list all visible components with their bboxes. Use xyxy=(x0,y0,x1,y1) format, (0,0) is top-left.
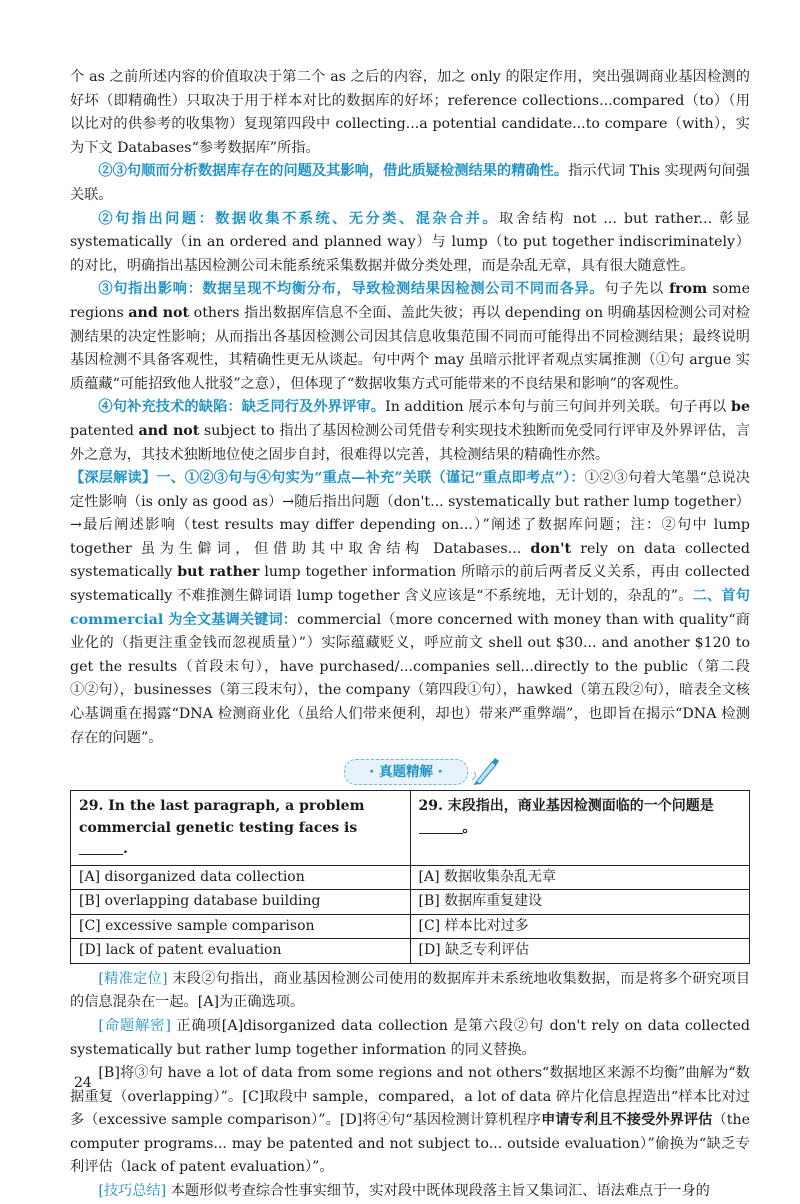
text: In addition 展示本句与前三句间并列关联。句子再以 xyxy=(385,399,732,416)
question-table xyxy=(70,790,750,964)
bold-text: and not xyxy=(128,304,190,321)
section-banner-row xyxy=(70,754,750,788)
paragraph-deep-reading xyxy=(70,467,750,750)
text: 末段②句指出，商业基因检测公司使用的数据库并未系统地收集数据，而是将多个研究项目的信息混杂在一起。[A]为正确选项。 xyxy=(70,970,751,1011)
option-b-cn: [B] 数据库重复建设 xyxy=(410,890,750,915)
highlight-heading: ④句补充技术的缺陷：缺乏同行及外界评审。 xyxy=(98,399,386,416)
option-row xyxy=(71,914,750,939)
question-cn xyxy=(410,791,750,866)
text: some regions xyxy=(70,281,750,321)
bold-text: from xyxy=(669,281,708,298)
paragraph-analysis-5 xyxy=(70,396,750,467)
keyword-heading: 二、首句 commercial 为全文基调关键词： xyxy=(70,588,750,628)
question-end: . xyxy=(123,841,128,858)
tag-label: [技巧总结] xyxy=(98,1183,167,1200)
question-row xyxy=(71,791,750,866)
deep-reading-heading: 【深层解读】一、①②③句与④句实为“重点—补充”关联（谨记“重点即考点”）： xyxy=(70,470,585,487)
answer-tips xyxy=(70,1180,750,1204)
answer-blank xyxy=(79,840,123,855)
option-b-en: [B] overlapping database building xyxy=(71,890,411,915)
text: （the computer programs... may be patented and not subject to... outside evaluation）”偷换为“缺乏专利评估（lack of patent evaluation）”。 xyxy=(70,1112,750,1176)
content xyxy=(70,66,750,1204)
text: others 指出数据库信息不全面、盖此失彼；再以 depending on 明确基因检测公司对检测结果的决定性影响；从而指出各基因检测公司因其信息收集范围不同而可能得出不同检测结果；最终说明基因检测不具备客观性，其精确性更无从谈起。句中两个 may 虽暗示批评者观点实属推测（①句 argue 实质蕴藏“可能招致他人批驳”之意），但体现了“数据收集方式可能带来的不良结果和影响”的客观性。 xyxy=(70,304,750,392)
option-d-en: [D] lack of patent evaluation xyxy=(71,939,411,964)
text: ①②③句着大笔墨“总说决定性影响（is only as good as）→随后指出问题（don't... systematically but rather lump together）→最后阐述影响（test results may differ depending on...）”阐述了数据库问题；注：②句中 lump together 虽为生僻词，但借助其中取舍结构 Databases... xyxy=(70,470,750,557)
answer-location xyxy=(70,968,750,1015)
question-stem-en: 29. In the last paragraph, a problem commercial genetic testing faces is xyxy=(79,798,365,836)
option-a-cn: [A] 数据收集杂乱无章 xyxy=(410,865,750,890)
tag-label: [精准定位] xyxy=(98,970,168,987)
answer-blank xyxy=(419,819,463,834)
option-row xyxy=(71,939,750,964)
text: patented xyxy=(70,422,139,439)
highlight-heading: ②句指出问题：数据收集不系统、无分类、混杂合并。 xyxy=(98,210,500,227)
answer-distractors xyxy=(70,1062,750,1180)
page-number: 24 xyxy=(74,1075,92,1091)
option-row xyxy=(71,890,750,915)
option-row xyxy=(71,865,750,890)
paragraph-analysis-3 xyxy=(70,208,750,279)
text: 指示代词 This 实现两句间强关联。 xyxy=(70,163,750,203)
tag-label: [命题解密] xyxy=(98,1017,171,1034)
paragraph-analysis-1 xyxy=(70,66,750,160)
question-end: 。 xyxy=(462,819,477,836)
highlight-heading: ②③句顺而分析数据库存在的问题及其影响，借此质疑检测结果的精确性。 xyxy=(98,163,569,180)
paragraph-analysis-2 xyxy=(70,160,750,207)
text: lump together information 所暗示的前后两者反义关系，再由 collected systematically 不难推测生僻词语 lump together 含义应该是“不系统地，无计划的，杂乱的”。 xyxy=(70,564,750,605)
text: 句子先以 xyxy=(604,281,670,298)
text: 本题形似考查综合性事实细节，实对段中既体现段落主旨又集词汇、语法难点于一身的 xyxy=(166,1183,710,1200)
option-c-en: [C] excessive sample comparison xyxy=(71,914,411,939)
bold-text: don't xyxy=(530,540,572,557)
bold-text: be xyxy=(731,399,750,416)
question-en xyxy=(71,791,411,866)
text: commercial（more concerned with money than with quality“商业化的（指更注重金钱而忽视质量）”）实际蕴藏贬义，呼应前文 shell out $30... and another $120 to get the results（首段末句），have purchased/...companies sell...directly to the public（第二段①②句），businesses（第三段末句），the company（第四段①句），hawked（第五段②句），暗表全文核心基调重在揭露“DNA 检测商业化（虽给人们带来便利，却也）带来严重弊端”，也即旨在揭示“DNA 检测存在的问题”。 xyxy=(70,611,750,746)
text: [B]将③句 have a lot of data from some regions and not others“数据地区来源不均衡”曲解为“数据重复（overlapping）”。[C]取段中 sample，compared，a lot of data 碎片化信息捏造出“样本比对过多（excessive sample comparison）”。[D]将④句“基因检测计算机程序 xyxy=(70,1065,750,1129)
bold-text: 申请专利且不接受外界评估 xyxy=(541,1112,713,1129)
option-a-en: [A] disorganized data collection xyxy=(71,865,411,890)
text: 个 as 之前所述内容的价值取决于第二个 as 之后的内容，加之 only 的限定作用，突出强调商业基因检测的好坏（即精确性）只取决于用于样本对比的数据库的好坏；reference collections...compared（to）（用以比对的供参考的收集物）复现第四段中 collecting...a potential candidate...to compare（with），实为下文 Databases“参考数据库”所指。 xyxy=(70,69,750,156)
section-banner: · 真题精解 · xyxy=(344,759,468,785)
text: subject to 指出了基因检测公司凭借专利实现技术独断而免受同行评审及外界评估，言外之意为，其技术独断地位使之固步自封，很难得以完善，其检测结果的精确性亦然。 xyxy=(70,422,750,463)
option-c-cn: [C] 样本比对过多 xyxy=(410,914,750,939)
bold-text: but rather xyxy=(177,564,260,581)
pen-decoration-icon xyxy=(470,756,500,786)
text: 取舍结构 not ... but rather... 彰显 systematically（in an ordered and planned way）与 lump（to put together indiscriminately）的对比，明确指出基因检测公司未能系统采集数据并做分类处理，而是杂乱无章，具有很大随意性。 xyxy=(70,210,750,274)
highlight-heading: ③句指出影响：数据呈现不均衡分布，导致检测结果因检测公司不同而各异。 xyxy=(98,281,605,298)
question-stem-cn: 29. 末段指出，商业基因检测面临的一个问题是 xyxy=(418,798,714,815)
paragraph-analysis-4 xyxy=(70,278,750,396)
bold-text: and not xyxy=(138,422,200,439)
text: rely on data collected systematically xyxy=(70,540,750,581)
text: 正确项[A]disorganized data collection 是第六段②句 don't rely on data collected systematically but rather lump together information 的同义替换。 xyxy=(70,1017,750,1058)
option-d-cn: [D] 缺乏专利评估 xyxy=(410,939,750,964)
answer-decode xyxy=(70,1015,750,1062)
